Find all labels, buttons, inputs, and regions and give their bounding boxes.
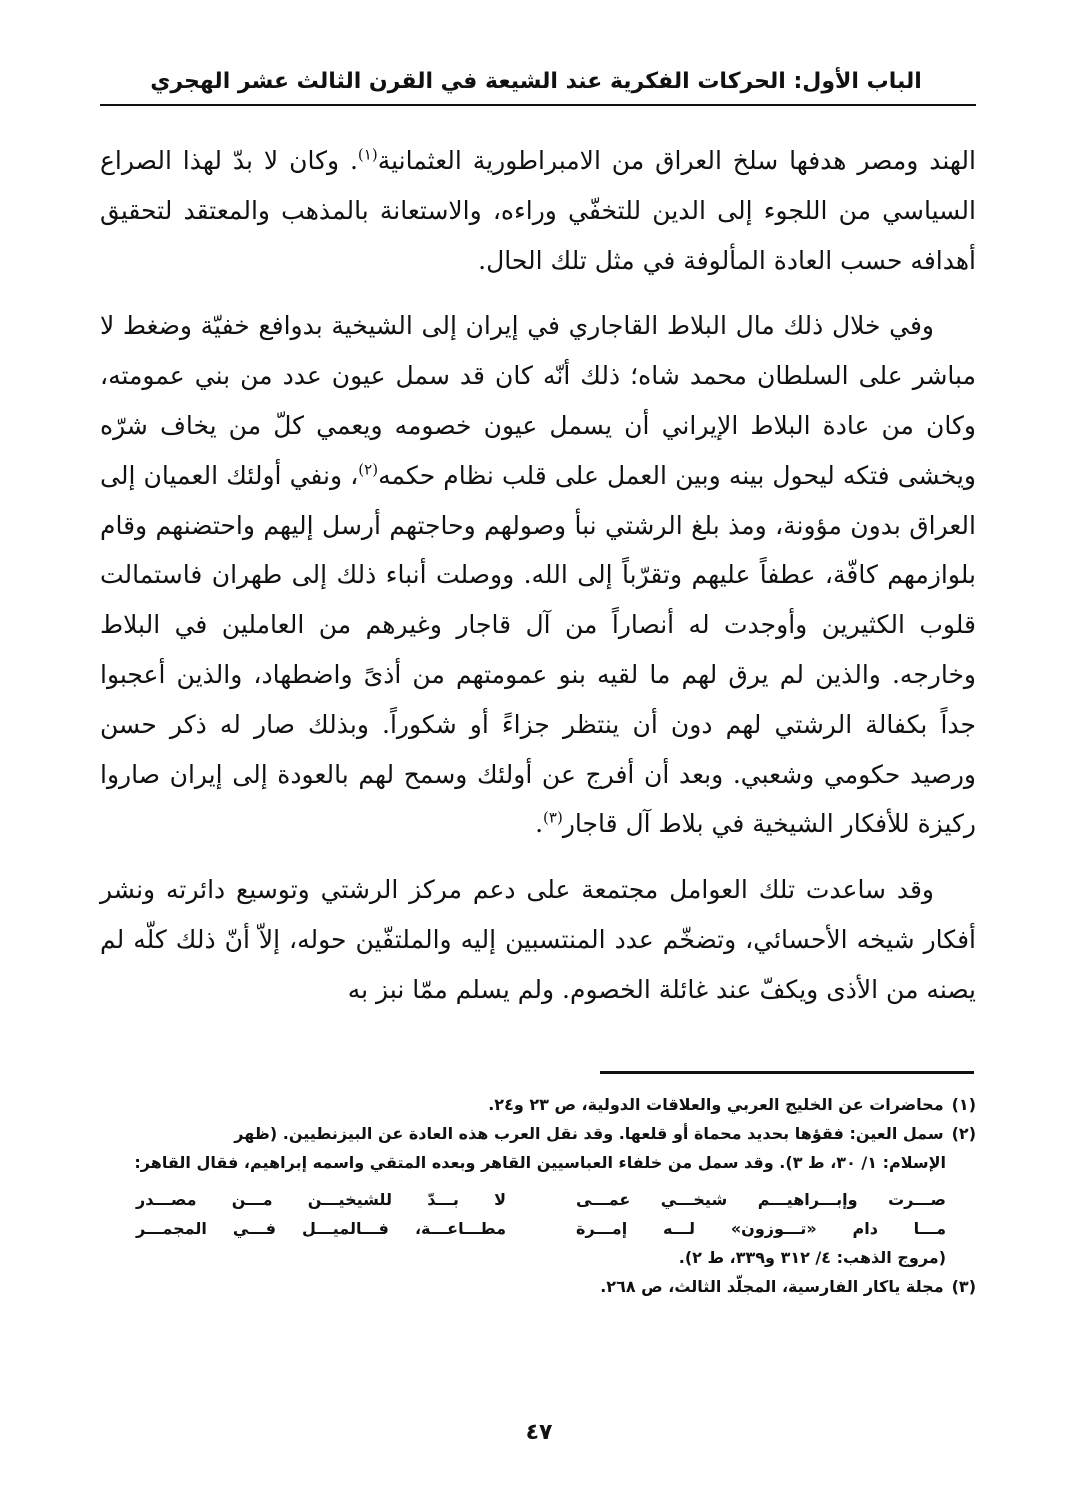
footnote-2-number: (٢) bbox=[951, 1124, 976, 1143]
footnote-1-number: (١) bbox=[951, 1095, 976, 1114]
poem-line-1 bbox=[136, 1185, 946, 1214]
paragraph-1-text-a: الهند ومصر هدفها سلخ العراق من الامبراطورية العثمانية bbox=[377, 146, 976, 175]
paragraph-2-text-c: . bbox=[535, 809, 544, 839]
body-text bbox=[100, 136, 976, 1031]
paragraph-2 bbox=[100, 301, 976, 849]
poem-line-2-first-hemistich: مـــا دام «تـــوزون» لـــه إمـــرة bbox=[576, 1219, 946, 1238]
page-number: ٤٧ bbox=[525, 1420, 553, 1445]
paragraph-2-text-a: وفي خلال ذلك مال البلاط القاجاري في إيران إلى الشيخية بدوافع خفيّة وضغط لا مباشر على السلطان محمد شاه؛ ذلك أنّه كان قد سمل عيون عدد من بني عمومته، وكان من عادة البلاط الإيراني أن يسمل عيون خصومه ويعمي كلّ من يخاف شرّه ويخشى فتكه ليحول بينه وبين العمل على قلب نظام حكمه bbox=[100, 311, 976, 490]
footnotes bbox=[100, 1090, 976, 1301]
poem-line-2-second-hemistich: مطـــاعـــة، فـــالميـــل فـــي المجمـــر bbox=[136, 1219, 506, 1238]
footnote-3 bbox=[100, 1272, 976, 1301]
footnote-2-source: (مروج الذهب: ٤/ ٣١٢ و٣٣٩، ط ٢). bbox=[678, 1248, 946, 1267]
paragraph-2-text-b: ، ونفي أولئك العميان إلى العراق بدون مؤونة، ومذ بلغ الرشتي نبأ وصولهم وحاجتهم أرسل إليهم واحتضنهم وقام بلوازمهم كافّة، عطفاً عليهم وتقرّباً إلى الله. ووصلت أنباء ذلك إلى طهران فاستمالت قلوب الكثيرين وأوجدت له أنصاراً من آل قاجار وغيرهم من العاملين في البلاط وخارجه. والذين لم يرق لهم ما لقيه بنو عمومتهم من أذىً واضطهاد، والذين أعجبوا جداً بكفالة الرشتي لهم دون أن ينتظر جزاءً أو شكوراً. وبذلك صار له ذكر حسن ورصيد حكومي وشعبي. وبعد أن أفرج عن أولئك وسمح لهم بالعودة إلى إيران صاروا ركيزة للأفكار الشيخية في بلاط آل قاجار bbox=[100, 460, 976, 839]
footnote-separator bbox=[600, 1071, 974, 1074]
paragraph-1 bbox=[100, 136, 976, 285]
footnote-2 bbox=[100, 1119, 976, 1148]
footnote-1-text: محاضرات عن الخليج العربي والعلاقات الدولية، ص ٢٣ و٢٤. bbox=[488, 1095, 944, 1114]
footnote-2-continuation: الإسلام: ١/ ٣٠، ط ٣). وقد سمل من خلفاء العباسيين القاهر وبعده المتقي واسمه إبراهيم، فقال القاهر: bbox=[134, 1153, 946, 1172]
footnote-3-number: (٣) bbox=[951, 1277, 976, 1296]
running-header: الباب الأول: الحركات الفكرية عند الشيعة في القرن الثالث عشر الهجري bbox=[150, 69, 922, 94]
footnote-ref-3[interactable]: (٣) bbox=[543, 809, 563, 828]
footnote-3-text: مجلة ياكار الفارسية، المجلّد الثالث، ص ٢٦٨. bbox=[600, 1277, 944, 1296]
footnote-2-text: سمل العين: فقؤها بحديد محماة أو قلعها. وقد نقل العرب هذه العادة عن البيزنطيين. (ظهر bbox=[234, 1124, 944, 1143]
footnote-2-poem bbox=[100, 1185, 976, 1243]
header-rule bbox=[100, 104, 976, 106]
paragraph-1-text-b: . وكان لا بدّ لهذا الصراع السياسي من اللجوء إلى الدين للتخفّي وراءه، والاستعانة بالمذهب والمعتقد لتحقيق أهدافه حسب العادة المألوفة في مثل تلك الحال. bbox=[100, 146, 976, 275]
footnote-ref-1[interactable]: (١) bbox=[357, 145, 378, 164]
poem-line-1-first-hemistich: صـــرت وإبـــراهيـــم شيخـــي عمـــى bbox=[576, 1190, 946, 1209]
footnote-ref-2[interactable]: (٢) bbox=[358, 460, 379, 479]
footnote-1 bbox=[100, 1090, 976, 1119]
paragraph-3: وقد ساعدت تلك العوامل مجتمعة على دعم مركز الرشتي وتوسيع دائرته ونشر أفكار شيخه الأحسائي، وتضخّم عدد المنتسبين إليه والملتفّين حوله، إلاّ أنّ ذلك كلّه لم يصنه من الأذى ويكفّ عند غائلة الخصوم. ولم يسلم ممّا نبز به bbox=[100, 875, 976, 1004]
poem-line-1-second-hemistich: لا بـــدّ للشيخيـــن مـــن مصـــدر bbox=[136, 1190, 506, 1209]
poem-line-2 bbox=[136, 1214, 946, 1243]
